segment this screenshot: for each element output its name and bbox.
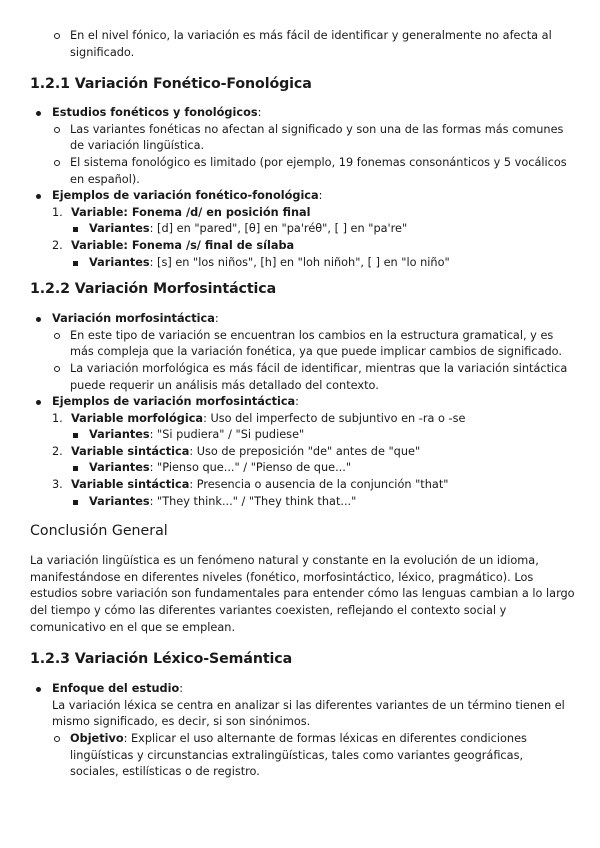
variants-list <box>71 460 575 477</box>
list-item: 1. Variable morfológica: Uso del imperfecto de subjuntivo en -ra o -se Variantes: "Si pudiera" / "Si pudiese" <box>52 411 575 444</box>
bullet-icon <box>36 111 41 116</box>
document-page <box>30 28 575 781</box>
variants-list <box>71 255 575 272</box>
list-item: Estudios fonéticos y fonológicos: Las variantes fonéticas no afectan al significado y son una de las formas más comunes de variación lingüística. El sistema fonológico es limitado (por ejemplo, 19 fonemas consonánticos y 5 vocálicos en español). <box>30 105 575 188</box>
list-item: Variantes: [s] en "los niños", [h] en "loh niñoh", [ ] en "lo niño" <box>71 255 575 272</box>
bullet-icon <box>36 317 41 322</box>
variation-label: Variación morfosintáctica <box>52 312 215 326</box>
variants-list <box>71 427 575 444</box>
list-item: Las variantes fonéticas no afectan al significado y son una de las formas más comunes de variación lingüística. <box>52 122 575 155</box>
list-item: Variantes: [d] en "pared", [θ] en "pa'réθ", [ ] en "pa're" <box>71 221 575 238</box>
list-item: Ejemplos de variación morfosintáctica: 1. Variable morfológica: Uso del imperfecto de subjuntivo en -ra o -se Variantes: "Si pudiera" / "Si pudiese" 2. Variable sintáctica: Uso de preposición "de" antes de "que" Variantes: "Pienso que..." / "Pienso de que..." 3. Variable sintáctica: Presencia o ausencia de la conjunción "that" Variantes: "They think..." / "They think that..." <box>30 394 575 510</box>
list-item: 3. Variable sintáctica: Presencia o ausencia de la conjunción "that" Variantes: "They think..." / "They think that..." <box>52 477 575 510</box>
list-item: El sistema fonológico es limitado (por ejemplo, 19 fonemas consonánticos y 5 vocálicos en español). <box>52 155 575 188</box>
list-item: 1. Variable: Fonema /d/ en posición final Variantes: [d] en "pared", [θ] en "pa'réθ", [ ] en "pa're" <box>52 205 575 238</box>
list-item: En el nivel fónico, la variación es más fácil de identificar y generalmente no afecta al significado. <box>52 28 575 61</box>
focus-label: Enfoque del estudio <box>52 682 180 696</box>
list-item: Objetivo: Explicar el uso alternante de formas léxicas en diferentes condiciones lingüísticas y circunstancias extralingüísticas, tales como variantes geográficas, sociales, estilísticas o de registro. <box>52 731 575 781</box>
bullet-icon <box>36 194 41 199</box>
section-heading-123: 1.2.3 Variación Léxico-Semántica <box>30 651 293 668</box>
hollow-bullet-icon <box>54 33 60 39</box>
conclusion-heading: Conclusión General <box>30 523 168 540</box>
intro-list <box>52 28 575 61</box>
examples-label: Ejemplos de variación morfosintáctica <box>52 395 296 409</box>
list-item: Variantes: "They think..." / "They think that..." <box>71 494 575 511</box>
hollow-bullet-icon <box>54 333 60 339</box>
square-bullet-icon <box>73 227 78 232</box>
variants-list <box>71 494 575 511</box>
studies-label: Estudios fonéticos y fonológicos <box>52 106 258 120</box>
hollow-bullet-icon <box>54 366 60 372</box>
list-item: La variación morfológica es más fácil de identificar, mientras que la variación sintáctica puede requerir un análisis más detallado del contexto. <box>52 361 575 394</box>
square-bullet-icon <box>73 466 78 471</box>
list-item: En este tipo de variación se encuentran los cambios en la estructura gramatical, y es más compleja que la variación fonética, ya que puede implicar cambios de significado. <box>52 328 575 361</box>
hollow-bullet-icon <box>54 160 60 166</box>
section-123-list <box>30 681 575 781</box>
list-item: 2. Variable sintáctica: Uso de preposición "de" antes de "que" Variantes: "Pienso que..." / "Pienso de que..." <box>52 444 575 477</box>
section-heading-121: 1.2.1 Variación Fonético-Fonológica <box>30 76 312 93</box>
bullet-icon <box>36 687 41 692</box>
section-122-list <box>30 311 575 510</box>
square-bullet-icon <box>73 433 78 438</box>
list-item: Variantes: "Si pudiera" / "Si pudiese" <box>71 427 575 444</box>
list-item: Ejemplos de variación fonético-fonológica: 1. Variable: Fonema /d/ en posición final Variantes: [d] en "pared", [θ] en "pa'réθ", [ ] en "pa're" 2. Variable: Fonema /s/ final de sílaba Variantes: [s] en "los niños", [h] en "loh niñoh", [ ] en "lo niño" <box>30 188 575 271</box>
variation-list <box>52 328 575 394</box>
list-item: 2. Variable: Fonema /s/ final de sílaba Variantes: [s] en "los niños", [h] en "loh niñoh", [ ] en "lo niño" <box>52 238 575 271</box>
hollow-bullet-icon <box>54 127 60 133</box>
list-item: Variación morfosintáctica: En este tipo de variación se encuentran los cambios en la estructura gramatical, y es más compleja que la variación fonética, ya que puede implicar cambios de significado. La variación morfológica es más fácil de identificar, mientras que la variación sintáctica puede requerir un análisis más detallado del contexto. <box>30 311 575 394</box>
conclusion-paragraph: La variación lingüística es un fenómeno natural y constante en la evolución de un idioma, manifestándose en diferentes niveles (fonético, morfosintáctico, léxico, pragmático). Los estudios sobre variación son fundamentales para entender cómo las lenguas cambian a lo largo del tiempo y cómo las diferentes variantes coexisten, reflejando el contexto social y comunicativo en el que se emplean. <box>30 554 575 634</box>
square-bullet-icon <box>73 261 78 266</box>
examples-label: Ejemplos de variación fonético-fonológica <box>52 189 319 203</box>
section-heading-122: 1.2.2 Variación Morfosintáctica <box>30 281 277 298</box>
bullet-icon <box>36 400 41 405</box>
list-item: Variantes: "Pienso que..." / "Pienso de que..." <box>71 460 575 477</box>
objective-list <box>52 731 575 781</box>
list-item: Enfoque del estudio: La variación léxica se centra en analizar si las diferentes variantes de un término tienen el mismo significado, es decir, si son sinónimos. Objetivo: Explicar el uso alternante de formas léxicas en diferentes condiciones lingüísticas y circunstancias extralingüísticas, tales como variantes geográficas, sociales, estilísticas o de registro. <box>30 681 575 781</box>
square-bullet-icon <box>73 500 78 505</box>
examples-list <box>52 205 575 271</box>
focus-text: La variación léxica se centra en analizar si las diferentes variantes de un término tienen el mismo significado, es decir, si son sinónimos. <box>52 698 565 729</box>
hollow-bullet-icon <box>54 736 60 742</box>
studies-list <box>52 122 575 188</box>
examples-list <box>52 411 575 511</box>
section-121-list <box>30 105 575 271</box>
variants-list <box>71 221 575 238</box>
